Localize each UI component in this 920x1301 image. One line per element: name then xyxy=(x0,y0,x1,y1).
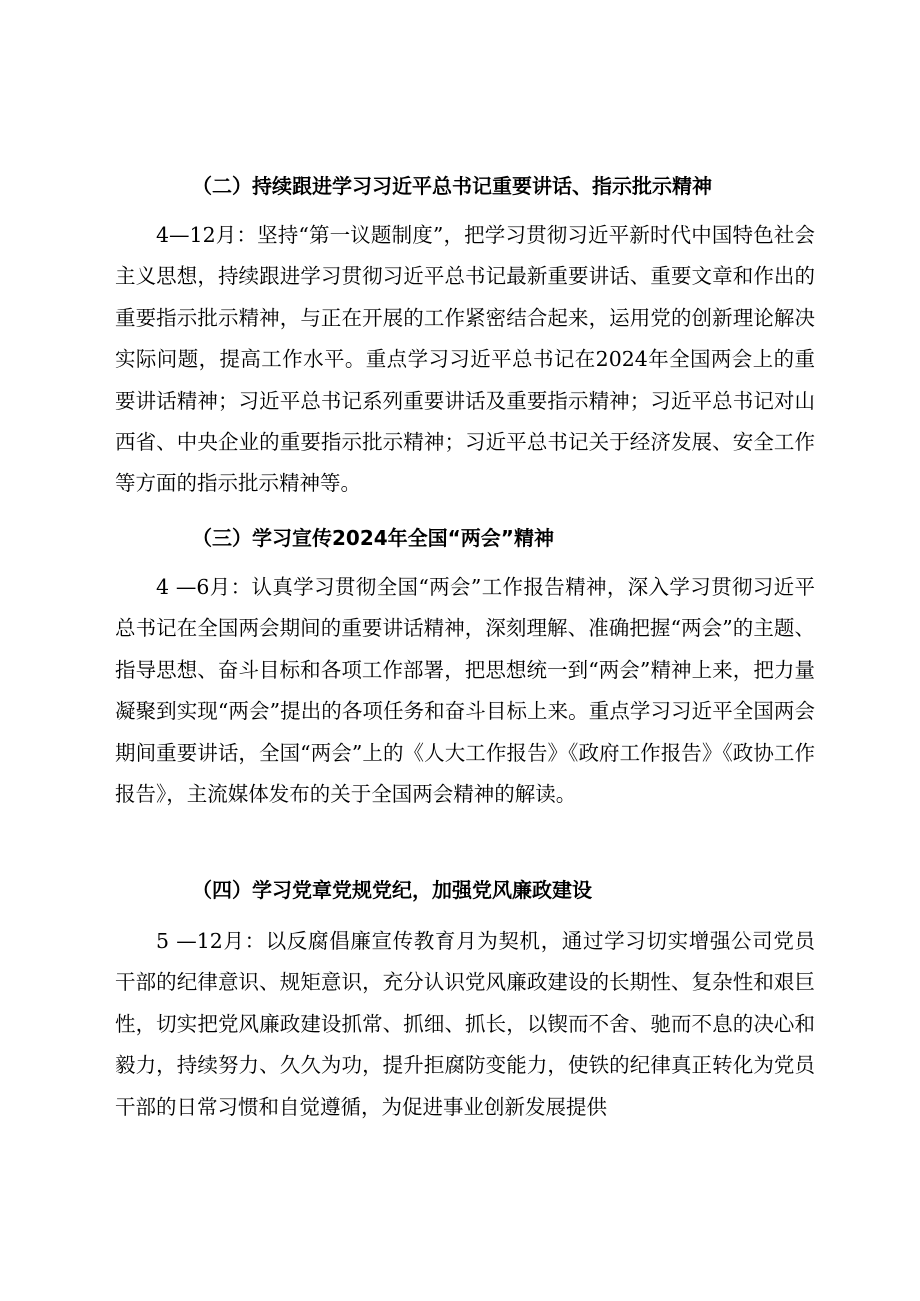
section-paragraph: 5 —12月：以反腐倡廉宣传教育月为契机，通过学习切实增强公司党员干部的纪律意识、规矩意识，充分认识党风廉政建设的长期性、复杂性和艰巨性，切实把党风廉政建设抓常、抓细、抓长，以锲而不舍、驰而不息的决心和毅力，持续努力、久久为功，提升拒腐防变能力，使铁的纪律真正转化为党员干部的日常习惯和自觉遵循，为促进事业创新发展提供 xyxy=(115,929,815,1119)
section-paragraph: 4 —6月：认真学习贯彻全国“两会”工作报告精神，深入学习贯彻习近平总书记在全国两会期间的重要讲话精神，深刻理解、准确把握“两会”的主题、指导思想、奋斗目标和各项工作部署，把思想统一到“两会”精神上来，把力量凝聚到实现“两会”提出的各项任务和奋斗目标上来。重点学习习近平全国两会期间重要讲话，全国“两会”上的《人大工作报告》《政府工作报告》《政协工作报告》，主流媒体发布的关于全国两会精神的解读。 xyxy=(115,575,815,807)
section-heading: （四）学习党章党规党纪，加强党风廉政建设 xyxy=(192,878,592,902)
section-heading: （二）持续跟进学习习近平总书记重要讲话、指示批示精神 xyxy=(192,174,712,198)
section-paragraph: 4—12月：坚持“第一议题制度”，把学习贯彻习近平新时代中国特色社会主义思想，持续跟进学习贯彻习近平总书记最新重要讲话、重要文章和作出的重要指示批示精神，与正在开展的工作紧密结合起来，运用党的创新理论解决实际问题，提高工作水平。重点学习习近平总书记在2024年全国两会上的重要讲话精神；习近平总书记系列重要讲话及重要指示精神；习近平总书记对山西省、中央企业的重要指示批示精神；习近平总书记关于经济发展、安全工作等方面的指示批示精神等。 xyxy=(115,223,815,496)
section-heading: （三）学习宣传2024年全国“两会”精神 xyxy=(192,526,554,550)
